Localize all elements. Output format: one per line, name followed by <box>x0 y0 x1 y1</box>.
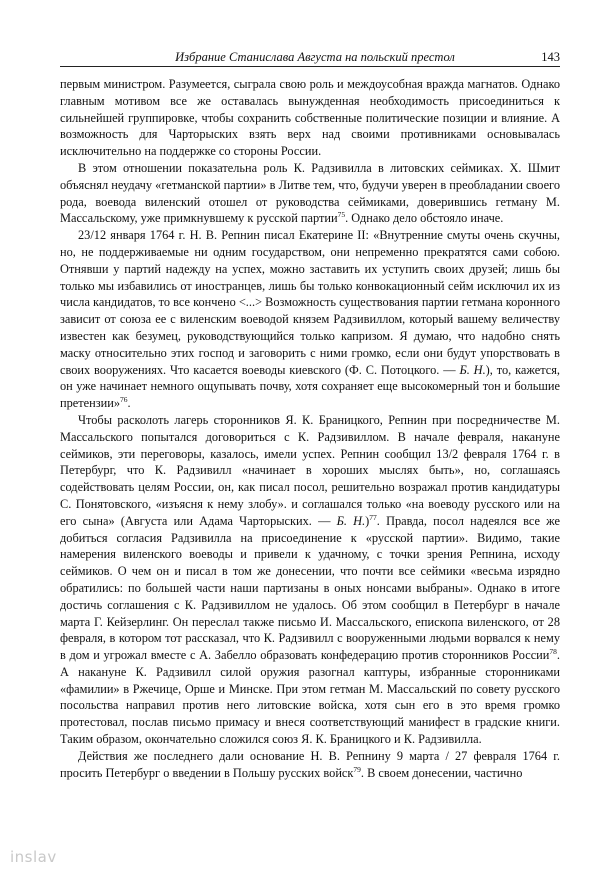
body-text <box>60 76 560 781</box>
page-number: 143 <box>541 50 560 64</box>
text-run: Чтобы расколоть лагерь сторонников Я. К. Браницкого, Репнин при посредничестве М. Массальского попытался договориться с К. Радзивиллом. В начале февраля, накануне сеймиков, эти переговоры, казалось, имели успех. Репнин сообщил 13/2 февраля 1764 г. в Петербург, что К. Радзивилл «начинает в хороших мыслях быть», но, соглашаясь содействовать целям России, он, как писал посол, решительно возражал против кандидатуры С. Понятовского, «изъясня к нему злобу». и соглашался только «на воеводу русского или на его сына» (Августа или Адама Чарторыских. — <box>60 412 560 528</box>
text-run: В этом отношении показательна роль К. Радзивилла в литовских сеймиках. Х. Шмит объяснял неудачу «гетманской партии» в Литве тем, что, будучи уверен в преобладании своего рода, воевода виленский отошел от руководства сеймиками, доверившись гетману М. Массальскому, уже примкнувшему к русской партии <box>60 160 560 226</box>
footnote-ref: 75 <box>337 210 346 220</box>
paragraph-p2 <box>60 160 560 227</box>
running-title: Избрание Станислава Августа на польский престол <box>175 50 455 64</box>
text-run: . Однако дело обстояло иначе. <box>345 211 504 226</box>
footnote-ref: 79 <box>353 764 361 774</box>
header-rule <box>60 66 560 67</box>
text-run: . В своем донесении, частично <box>360 765 523 780</box>
paragraph-p4 <box>60 412 560 748</box>
footnote-ref: 77 <box>369 512 377 522</box>
running-header <box>60 44 560 66</box>
paragraph-p3 <box>60 227 560 412</box>
text-run: 23/12 января 1764 г. Н. В. Репнин писал Екатерине II: «Внутренние смуты очень скучны, но, не поддерживаемые ни одним государством, они непременно прекратятся сами собою. Отнявши у партий надежду на успех, можно заставить их уступить своих друзей; лишь бы только мы избавились от иностранцев, лишь бы только конвокационный сейм исключил их из числа кандидатов, то все кончено <...> Возможность существования партии гетмана коронного зависит от союза ее с виленским воеводой князем Радзивиллом, который вашему величеству известен как безумец, руководствующийся только капризом. Я думаю, что надобно снять маску относительно этих господ и заговорить с ними громко, если они будут упорствовать в своих вооружениях. Что касается воеводы киевского (Ф. С. Потоцкого. — <box>60 228 560 377</box>
text-run: . <box>127 396 131 411</box>
author-initials: Б. Н. <box>336 513 366 528</box>
footnote-ref: 76 <box>120 395 128 405</box>
text-run: . Правда, посол надеялся все же добиться согласия Радзивилла на присоединение к «русской партии». Видимо, такие намерения виленского воеводы и привели к удачному, с точки зрения Репнина, исходу сеймиков. О чем он и писал в том же донесении, что почти все сеймики «весьма изрядно обратились: по большей части наши партизаны в оных нонсами выбраны». Однако в итоге достичь соглашения с К. Радзивиллом не удалось. Об этом сообщил в Петербург в начале марта Г. Кейзерлинг. Он переслал также письмо И. Массальского, епископа виленского, от 28 февраля, в котором тот рассказал, что К. Радзивилл с вооруженными людьми ворвался к нему в дом и угрожал вместе с А. Забелло образовать конфедерацию против сторонников России <box>60 513 560 663</box>
text-run: ) <box>365 513 370 528</box>
paragraph-p1 <box>60 76 560 160</box>
footnote-ref: 78 <box>549 647 557 657</box>
text-run: ), то, кажется, он уже начинает немного ощупывать почву, хотя сохраняет еще высокомерный тон и большие претензии» <box>60 362 560 411</box>
watermark-logo: inslav <box>10 848 57 866</box>
paragraph-p5 <box>60 748 560 782</box>
text-run: . А накануне К. Радзивилл силой оружия разогнал каптуры, избранные сторонниками «фамилии» в Ржечице, Орше и Минске. При этом гетман М. Массальский по совету русского посольства направил против него литовские войска, хотя сын его в это время громко протестовал, послав письмо примасу и внеся соответствующий манифест в градские книги. Таким образом, окончательно сложился союз Я. К. Браницкого и К. Радзивилла. <box>60 648 560 747</box>
text-run: первым министром. Разумеется, сыграла свою роль и междоусобная вражда магнатов. Однако главным мотивом все же оставалась вынужденная необходимость присоединиться к сильнейшей группировке, чтобы сохранить собственные политические позиции и влияние. А возможность для Чарторыских взять верх над своими противниками основывалась исключительно на поддержке со стороны России. <box>60 77 560 159</box>
text-run: Действия же последнего дали основание Н. В. Репнину 9 марта / 27 февраля 1764 г. просить Петербург о введении в Польшу русских войск <box>60 748 560 780</box>
author-initials: Б. Н. <box>459 362 486 377</box>
